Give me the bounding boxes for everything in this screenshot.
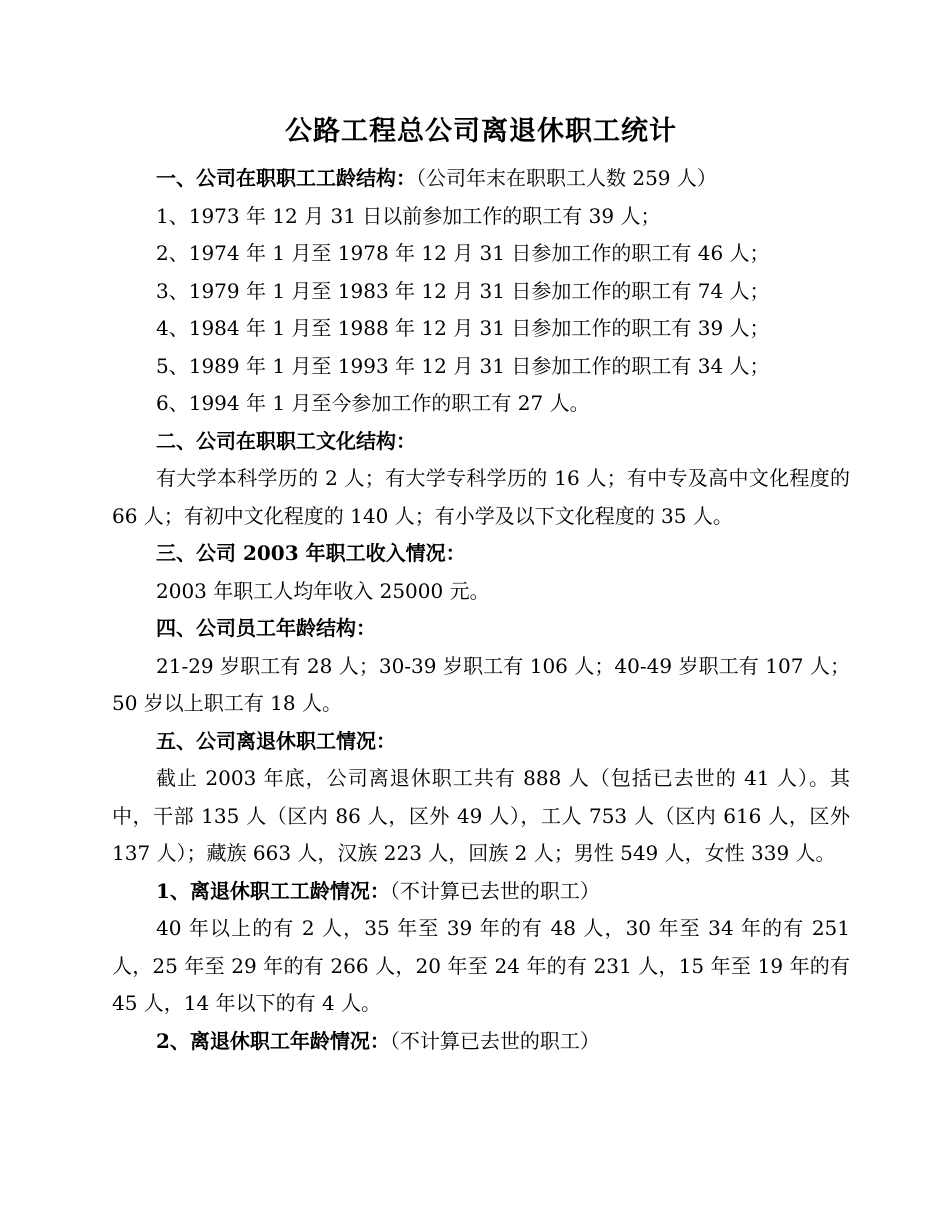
section-5-sub-1-note: （不计算已去世的职工） <box>389 878 600 903</box>
section-5-sub-1-heading: 1、离退休职工工龄情况： <box>156 878 390 903</box>
section-1-item-5: 5、1989 年 1 月至 1993 年 12 月 31 日参加工作的职工有 34 人； <box>156 353 770 378</box>
section-1-item-2: 2、1974 年 1 月至 1978 年 12 月 31 日参加工作的职工有 46 人； <box>156 241 770 265</box>
section-4-heading-line <box>112 610 850 648</box>
section-1-item-4: 4、1984 年 1 月至 1988 年 12 月 31 日参加工作的职工有 39 人； <box>156 316 770 340</box>
section-5-sub-2-note: （不计算已去世的职工） <box>389 1028 600 1053</box>
section-5-heading-line <box>112 723 850 761</box>
section-5-sub-2-heading-line <box>112 1023 850 1061</box>
section-1-item-6: 6、1994 年 1 月至今参加工作的职工有 27 人。 <box>156 391 590 415</box>
section-3-heading-line <box>112 535 850 573</box>
section-1-item-3: 3、1979 年 1 月至 1983 年 12 月 31 日参加工作的职工有 74 人； <box>156 278 770 303</box>
section-5-heading: 五、公司离退休职工情况： <box>156 728 396 753</box>
section-2-heading: 二、公司在职职工文化结构： <box>156 428 416 453</box>
section-2-heading-line <box>112 423 850 461</box>
section-5-sub-1-heading-line <box>112 873 850 911</box>
section-3-heading: 三、公司 2003 年职工收入情况： <box>156 541 466 565</box>
section-1-item-1: 1、1973 年 12 月 31 日以前参加工作的职工有 39 人； <box>156 203 661 228</box>
document-title: 公路工程总公司离退休职工统计 <box>285 116 677 147</box>
section-4-heading: 四、公司员工年龄结构： <box>156 616 376 640</box>
section-5-body: 截止 2003 年底，公司离退休职工共有 888 人（包括已去世的 41 人）。其中，干部 135 人（区内 86 人，区外 49 人），工人 753 人（区内 616 人，区外 137 人）；藏族 663 人，汉族 223 人，回族 2 人；男性 549 人，女性 339 人。 <box>112 766 850 865</box>
section-1-note: （公司年末在职职工人数 259 人） <box>416 166 717 190</box>
section-5-sub-1-body: 40 年以上的有 2 人，35 年至 39 年的有 48 人，30 年至 34 年的有 251 人，25 年至 29 年的有 266 人，20 年至 24 年的有 231 人，15 年至 19 年的有 45 人，14 年以下的有 4 人。 <box>112 916 850 1015</box>
section-1-heading: 一、公司在职职工工龄结构： <box>156 166 416 190</box>
section-1-heading-line <box>112 160 850 198</box>
section-5-sub-2-heading: 2、离退休职工年龄情况： <box>156 1028 390 1053</box>
section-3-body: 2003 年职工人均年收入 25000 元。 <box>156 578 490 603</box>
section-4-body: 21-29 岁职工有 28 人；30-39 岁职工有 106 人；40-49 岁职工有 107 人；50 岁以上职工有 18 人。 <box>112 653 850 715</box>
section-2-body: 有大学本科学历的 2 人；有大学专科学历的 16 人；有中专及高中文化程度的 66 人；有初中文化程度的 140 人；有小学及以下文化程度的 35 人。 <box>112 466 850 528</box>
